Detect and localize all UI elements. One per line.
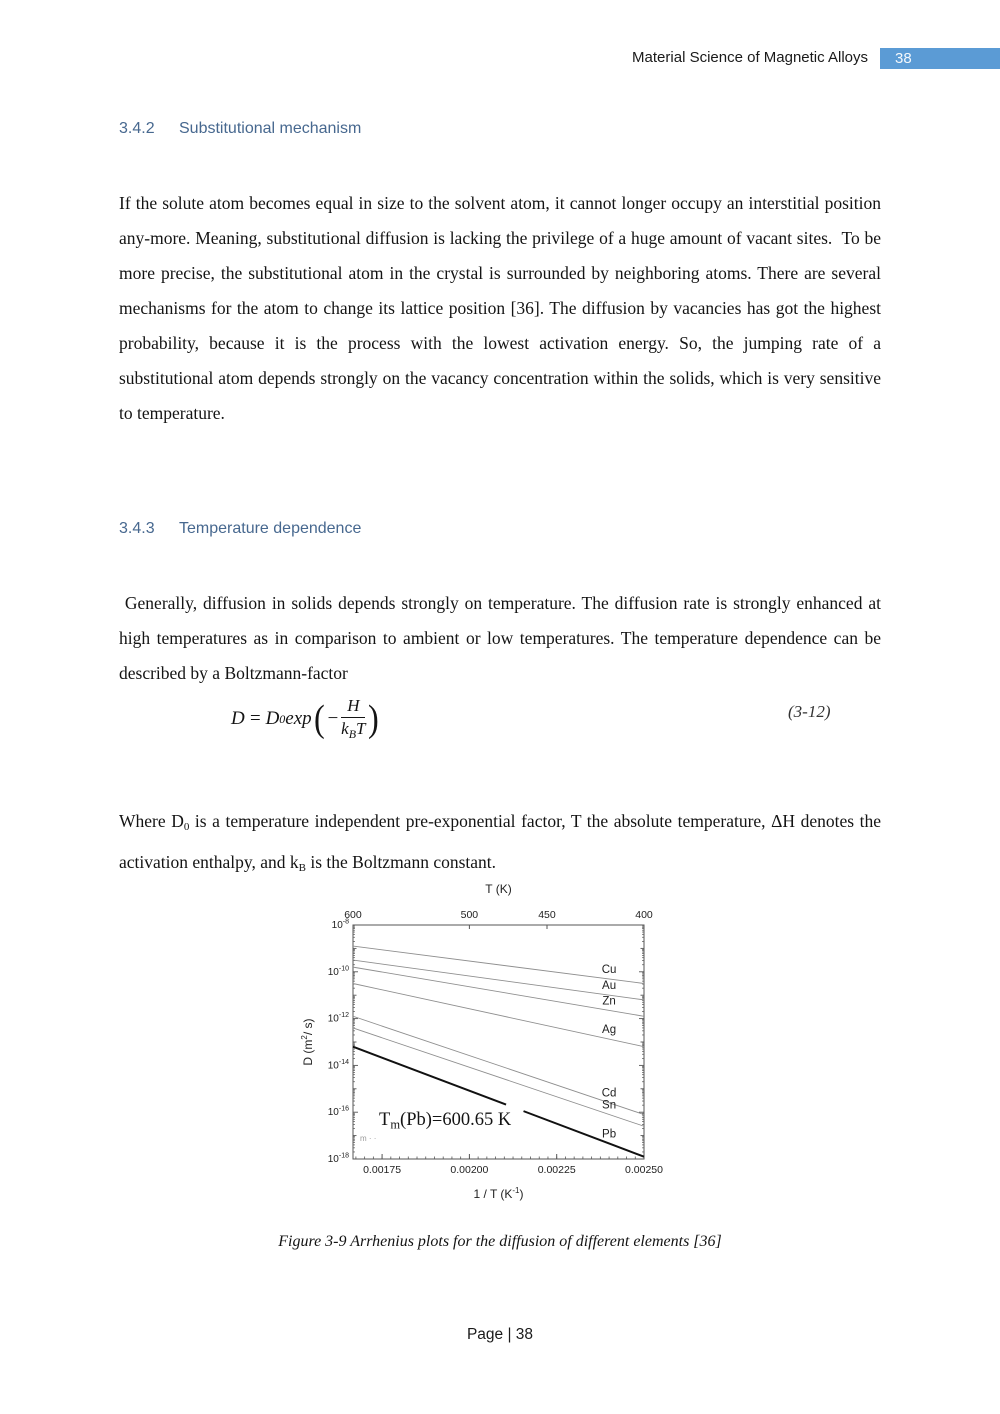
eq-numerator: H [341, 697, 365, 719]
eq-equals: = [248, 708, 262, 729]
page-footer: Page | 38 [466, 1326, 534, 1343]
series-label-Ag: Ag [602, 1024, 617, 1037]
x-tick-label: 0.00225 [537, 1164, 576, 1176]
eq-minus: − [326, 708, 340, 729]
section-heading-342 [119, 120, 881, 138]
x-tick-label: 0.00250 [625, 1164, 663, 1176]
eq-fraction [341, 697, 365, 742]
figure-3-9 [296, 878, 706, 1218]
y-tick-label: $10^{-10}$ [327, 965, 349, 978]
top-tick-label: 450 [538, 909, 556, 921]
series-label-Au: Au [602, 980, 617, 993]
series-line-Pb [524, 1111, 644, 1157]
section-title: Temperature dependence [179, 520, 362, 537]
x-tick-label: 0.00200 [450, 1164, 489, 1176]
series-line-Au [353, 960, 644, 1000]
page-number-badge: 38 [880, 48, 1000, 69]
series-line-Cd [353, 1016, 644, 1114]
paragraph-substitutional: If the solute atom becomes equal in size to the solvent atom, it cannot longer occupy an interstitial position any-more. Meaning, substitutional diffusion is lacking the privilege of a huge amount of vacant sites. To be more precise, the substitutional atom in the crystal is surrounded by neighboring atoms. There are several mechanisms for the atom to change its lattice position [36]. The diffusion by vacancies has got the highest probability, because it is the process with the lowest activation energy. So, the jumping rate of a substitutional atom depends strongly on the vacancy concentration within the solids, which is very sensitive to temperature. [119, 192, 881, 423]
series-label-Pb: Pb [602, 1128, 617, 1141]
section-heading-343 [119, 520, 881, 538]
annotation-tm-pb: Tm(Pb)=600.65 K [379, 1110, 512, 1132]
top-tick-label: 600 [344, 909, 362, 921]
figure-caption: Figure 3-9 Arrhenius plots for the diffusion of different elements [36] [278, 1233, 722, 1250]
page-header [0, 48, 1000, 70]
top-tick-label: 500 [460, 909, 479, 921]
series-line-Ag [353, 984, 644, 1047]
x-tick-label: 0.00175 [363, 1164, 402, 1176]
section-number: 3.4.3 [119, 520, 155, 537]
eq-left-paren: ( [313, 698, 325, 740]
series-label-Sn: Sn [602, 1099, 617, 1112]
paragraph-symbols: Where $D_0$ is a temperature independent pre-exponential factor, T the absolute temperature, ΔH denotes the activation enthalpy, and $k_B$ is the Boltzmann constant. [119, 810, 881, 874]
top-axis-title: T (K) [485, 882, 512, 896]
x-axis-title: 1 / T $(K^{-1})$ [473, 1186, 524, 1201]
y-axis-title: D ($m^2/$ s) [300, 1018, 315, 1066]
eq-denominator: $k_BT$ [341, 719, 366, 742]
y-tick-label: $10^{-8}$ [331, 918, 349, 931]
y-tick-label: $10^{-16}$ [327, 1105, 349, 1119]
series-label-Zn: Zn [602, 995, 616, 1008]
y-tick-label: $10^{-12}$ [327, 1012, 349, 1025]
top-tick-label: 400 [635, 909, 653, 921]
eq-right-paren: ) [367, 698, 379, 740]
series-line-Cu [353, 946, 644, 983]
series-line-Pb [353, 1047, 506, 1105]
paragraph-temperature: Generally, diffusion in solids depends strongly on temperature. The diffusion rate is strongly enhanced at high temperatures as in comparison to ambient or low temperatures. The temperature dependence can be described by a Boltzmann-factor [119, 592, 881, 683]
equation-boltzmann [231, 693, 380, 745]
eq-prefactor-sub: 0 [279, 711, 286, 726]
section-title: Substitutional mechanism [179, 120, 362, 137]
header-title: Material Science of Magnetic Alloys [632, 49, 868, 66]
arrhenius-chart [296, 878, 706, 1218]
eq-lhs: D [231, 708, 245, 729]
series-label-Cu: Cu [601, 964, 617, 977]
y-tick-label: $10^{-18}$ [327, 1152, 349, 1165]
equation-number: (3-12) [788, 702, 831, 721]
print-artifact: m · · [360, 1134, 377, 1143]
eq-exp: exp [285, 708, 312, 729]
section-number: 3.4.2 [119, 120, 155, 137]
series-label-Cd: Cd [601, 1087, 617, 1100]
series-line-Zn [353, 967, 644, 1016]
eq-prefactor: D [265, 708, 280, 729]
y-tick-label: $10^{-14}$ [327, 1058, 349, 1072]
